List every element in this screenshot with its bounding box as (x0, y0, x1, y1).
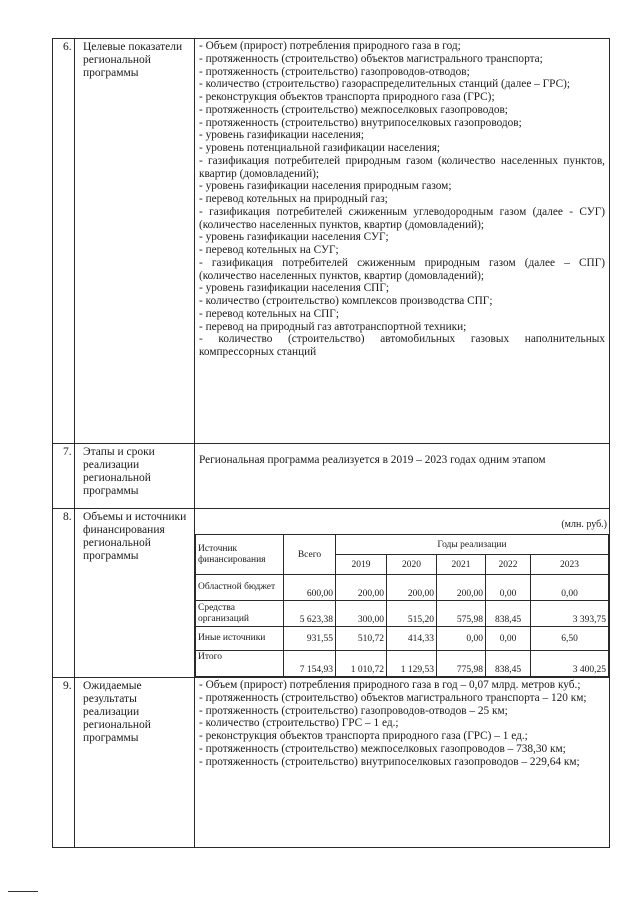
fin-value: 414,33 (387, 627, 437, 651)
fin-value: 510,72 (336, 627, 387, 651)
fin-total: 931,55 (284, 627, 336, 651)
expected-results-cell (195, 678, 610, 848)
list-item: - уровень газификации населения СПГ; (199, 282, 390, 295)
table-row (53, 39, 610, 444)
fin-value: 1 010,72 (336, 651, 387, 677)
total-header: Всего (284, 535, 336, 575)
footer-rule (8, 891, 38, 892)
list-item: - перевод котельных на СУГ; (199, 244, 339, 256)
fin-value: 0,00 (486, 575, 531, 601)
list-item: - Объем (прирост) потребления природного газа в год; (199, 40, 461, 52)
fin-value: 6,50 (531, 627, 609, 651)
financing-table (195, 534, 609, 677)
source-header: Источник финансирования (196, 535, 284, 575)
list-item: - газификация потребителей природным газом (количество населенных пунктов, квартир (домовладений); (199, 154, 605, 180)
list-item: - протяженность (строительство) объектов магистрального транспорта; (199, 52, 543, 65)
list-item: - уровень газификации населения природным газом; (199, 180, 452, 193)
year-header: 2020 (387, 555, 437, 575)
fin-value: 0,00 (531, 575, 609, 601)
fin-value: 200,00 (336, 575, 387, 601)
fin-total: 7 154,93 (284, 651, 336, 677)
list-item: - газификация потребителей сжиженным углеводородным газом (далее - СУГ) (количество населенных пунктов, квартир (домовладений); (199, 205, 605, 231)
list-item: - газификация потребителей сжиженным природным газом (далее – СПГ) (количество населенных пунктов, квартир (домовладений); (199, 256, 605, 282)
list-item: - протяженность (строительство) газопроводов-отводов; (199, 65, 470, 78)
list-item: - перевод котельных на СПГ; (199, 307, 339, 320)
fin-value: 300,00 (336, 601, 387, 627)
row-number: 8. (53, 509, 75, 678)
row-number: 9. (53, 678, 75, 848)
fin-source-label: Средства организаций (196, 601, 284, 627)
list-item: - количество (строительство) комплексов производства СПГ; (199, 295, 493, 307)
list-item: - реконструкция объектов транспорта природного газа (ГРС) – 1 ед.; (199, 730, 528, 742)
fin-value: 838,45 (486, 601, 531, 627)
fin-header-row (196, 535, 609, 555)
results-list (199, 679, 605, 768)
table-row (53, 509, 610, 678)
fin-total: 600,00 (284, 575, 336, 601)
fin-source-label: Итого (196, 651, 284, 677)
list-item: - реконструкция объектов транспорта природного газа (ГРС); (199, 91, 495, 103)
financing-cell (195, 509, 610, 678)
fin-value: 838,45 (486, 651, 531, 677)
list-item: - протяженность (строительство) газопроводов-отводов – 25 км; (199, 704, 508, 717)
indicator-list (199, 40, 605, 359)
fin-row (196, 575, 609, 601)
year-header: 2022 (486, 555, 531, 575)
fin-value: 0,00 (486, 627, 531, 651)
list-item: - количество (строительство) газораспределительных станций (далее – ГРС); (199, 78, 571, 91)
fin-value: 200,00 (437, 575, 486, 601)
table-row (53, 444, 610, 509)
fin-value: 3 400,25 (531, 651, 609, 677)
row-title: Объемы и источники финансирования региональной программы (75, 509, 195, 678)
fin-row (196, 627, 609, 651)
fin-value: 1 129,53 (387, 651, 437, 677)
list-item: - протяженность (строительство) внутрипоселковых газопроводов; (199, 116, 522, 129)
list-item: - перевод на природный газ автотранспортной техники; (199, 320, 467, 333)
row-number: 6. (53, 39, 75, 444)
year-header: 2021 (437, 555, 486, 575)
row-title: Ожидаемые результаты реализации региональной программы (75, 678, 195, 848)
list-item: - количество (строительство) ГРС – 1 ед.; (199, 717, 399, 730)
list-item: - протяженность (строительство) объектов магистрального транспорта – 120 км; (199, 691, 587, 704)
list-item: - уровень потенциальной газификации населения; (199, 142, 441, 154)
target-indicators-cell (195, 39, 610, 444)
years-header: Годы реализации (336, 535, 609, 555)
year-header: 2019 (336, 555, 387, 575)
fin-total: 5 623,38 (284, 601, 336, 627)
fin-value: 0,00 (437, 627, 486, 651)
fin-value: 3 393,75 (531, 601, 609, 627)
list-item: - Объем (прирост) потребления природного газа в год – 0,07 млрд. метров куб.; (199, 679, 581, 691)
fin-row (196, 601, 609, 627)
row-title: Целевые показатели региональной программы (75, 39, 195, 444)
year-header: 2023 (531, 555, 609, 575)
list-item: - протяженность (строительство) внутрипоселковых газопроводов – 229,64 км; (199, 755, 580, 768)
fin-value: 775,98 (437, 651, 486, 677)
unit-label: (млн. руб.) (561, 519, 607, 530)
fin-value: 575,98 (437, 601, 486, 627)
list-item: - перевод котельных на природный газ; (199, 193, 388, 205)
list-item: - уровень газификации населения СУГ; (199, 231, 389, 244)
fin-row (196, 651, 609, 677)
program-passport-table (52, 38, 610, 848)
stages-text: Региональная программа реализуется в 2019 – 2023 годах одним этапом (195, 444, 610, 509)
fin-value: 200,00 (387, 575, 437, 601)
fin-source-label: Иные источники (196, 627, 284, 651)
list-item: - протяженность (строительство) межпоселковых газопроводов; (199, 103, 508, 116)
list-item: - уровень газификации населения; (199, 129, 364, 142)
row-number: 7. (53, 444, 75, 509)
table-row (53, 678, 610, 848)
list-item: - протяженность (строительство) межпоселковых газопроводов – 738,30 км; (199, 742, 566, 755)
list-item: - количество (строительство) автомобильных газовых наполнительных компрессорных станций (199, 333, 605, 358)
row-title: Этапы и сроки реализации региональной программы (75, 444, 195, 509)
fin-source-label: Областной бюджет (196, 575, 284, 601)
fin-value: 515,20 (387, 601, 437, 627)
